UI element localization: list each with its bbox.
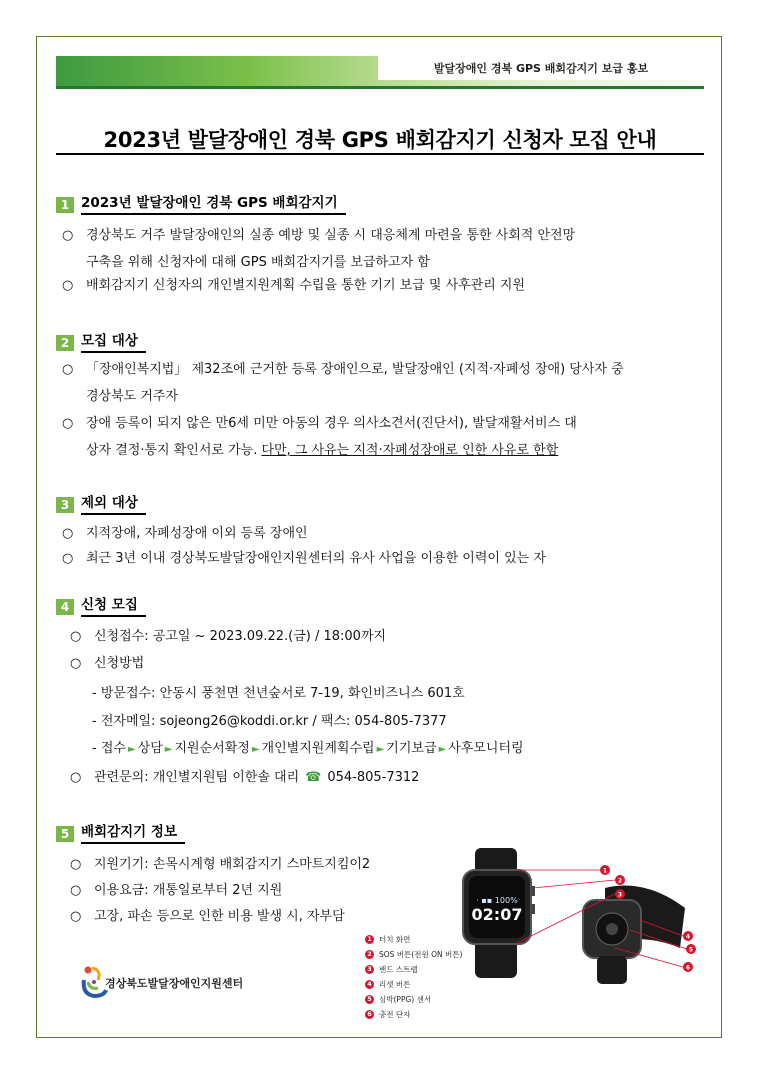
svg-text:1: 1 bbox=[602, 867, 608, 875]
list-item: ○ 관련문의: 개인별지원팀 이한솔 대리 ☎ 054-805-7312 bbox=[70, 764, 720, 791]
section-3-heading bbox=[56, 495, 146, 515]
watch-legend bbox=[365, 932, 462, 1022]
underlined-note: 다만, 그 사유는 지적·자폐성장애로 인한 사유로 한함 bbox=[261, 443, 559, 458]
section-title: 배회감지기 정보 bbox=[81, 824, 185, 844]
email-fax-info: - 전자메일: sojeong26@koddi.or.kr / 팩스: 054-805-7377 bbox=[92, 714, 447, 729]
svg-text:2: 2 bbox=[617, 877, 623, 885]
header-banner bbox=[56, 56, 704, 86]
section-title: 2023년 발달장애인 경북 GPS 배회감지기 bbox=[81, 195, 346, 215]
section-number: 4 bbox=[56, 599, 74, 615]
list-item: ○ 지적장애, 자폐성장애 이외 등록 장애인 bbox=[62, 520, 712, 547]
watch-time: 02:07 bbox=[471, 905, 523, 924]
svg-text:4: 4 bbox=[685, 933, 691, 941]
section-title: 제외 대상 bbox=[81, 495, 146, 515]
arrow-right-icon: ► bbox=[164, 744, 173, 755]
legend-item: 1 터치 화면 bbox=[365, 932, 462, 947]
phone-icon: ☎ bbox=[305, 770, 322, 785]
org-name: 경상북도발달장애인지원센터 bbox=[105, 977, 244, 990]
section-2-heading bbox=[56, 333, 146, 353]
header-rule bbox=[56, 86, 704, 89]
circle-bullet-icon: ○ bbox=[70, 883, 82, 898]
section-title: 모집 대상 bbox=[81, 333, 146, 353]
circle-bullet-icon: ○ bbox=[62, 416, 74, 431]
arrow-right-icon: ► bbox=[376, 744, 385, 755]
svg-text:6: 6 bbox=[685, 964, 691, 972]
visit-info: - 방문접수: 안동시 풍천면 천년숲서로 7-19, 화인비즈니스 601호 bbox=[92, 686, 465, 701]
list-item: ○ 신청방법 bbox=[70, 650, 720, 677]
legend-item: 5 심박(PPG) 센서 bbox=[365, 992, 462, 1007]
section-number: 2 bbox=[56, 335, 74, 351]
list-item: ○ 최근 3년 이내 경상북도발달장애인지원센터의 유사 사업을 이용한 이력이 있는 자 bbox=[62, 545, 712, 572]
section-5-heading bbox=[56, 824, 185, 844]
title-underline bbox=[56, 153, 704, 155]
circle-bullet-icon: ○ bbox=[70, 857, 82, 872]
list-item: ○ 장애 등록이 되지 않은 만6세 미만 아동의 경우 의사소견서(진단서), 발달재활서비스 대 상자 결정·통지 확인서로 가능. 다만, 그 사유는 지적·자폐성장애로 인한 사유로 한함 bbox=[62, 410, 712, 464]
section-number: 3 bbox=[56, 497, 74, 513]
legend-item: 4 리셋 버튼 bbox=[365, 977, 462, 992]
circle-bullet-icon: ○ bbox=[70, 909, 82, 924]
legend-item: 2 SOS 버튼(전원 ON 버튼) bbox=[365, 947, 462, 962]
section-4-heading bbox=[56, 597, 146, 617]
circle-bullet-icon: ○ bbox=[70, 656, 82, 671]
section-1-heading bbox=[56, 195, 346, 215]
section-number: 1 bbox=[56, 197, 74, 213]
svg-text:5: 5 bbox=[688, 946, 694, 954]
page-title: 2023년 발달장애인 경북 GPS 배회감지기 신청자 모집 안내 bbox=[103, 128, 657, 152]
circle-bullet-icon: ○ bbox=[70, 770, 82, 785]
legend-item: 3 밴드 스트랩 bbox=[365, 962, 462, 977]
circle-bullet-icon: ○ bbox=[62, 551, 74, 566]
list-item: ○ 배회감지기 신청자의 개인별지원계획 수립을 통한 기기 보급 및 사후관리 지원 bbox=[62, 272, 712, 299]
circle-bullet-icon: ○ bbox=[62, 228, 74, 243]
circle-bullet-icon: ○ bbox=[70, 629, 82, 644]
arrow-right-icon: ► bbox=[127, 744, 136, 755]
arrow-right-icon: ► bbox=[438, 744, 447, 755]
list-item: ○ 「장애인복지법」 제32조에 근거한 등록 장애인으로, 발달장애인 (지적·자폐성 장애) 당사자 중 경상북도 거주자 bbox=[62, 356, 712, 410]
list-item: ○ 경상북도 거주 발달장애인의 실종 예방 및 실종 시 대응체계 마련을 통한 사회적 안전망 구축을 위해 신청자에 대해 GPS 배회감지기를 보급하고자 함 bbox=[62, 222, 712, 276]
list-item: ○ 이용요금: 개통일로부터 2년 지원 bbox=[70, 877, 450, 904]
svg-text:3: 3 bbox=[617, 891, 623, 899]
legend-item: 6 충전 단자 bbox=[365, 1007, 462, 1022]
header-tag: 발달장애인 경북 GPS 배회감지기 보급 홍보 bbox=[378, 56, 704, 80]
circle-bullet-icon: ○ bbox=[62, 526, 74, 541]
watch-time-label: · ▪▪ 100% bbox=[476, 896, 518, 905]
list-item: ○ 고장, 파손 등으로 인한 비용 발생 시, 자부담 bbox=[70, 903, 450, 930]
arrow-right-icon: ► bbox=[251, 744, 260, 755]
process-steps: - 접수 ► 상담 ► 지원순서확정 ► 개인별지원계획수립 ► 기기보급 ► 사후모니터링 bbox=[92, 741, 524, 756]
list-item: ○ 신청접수: 공고일 ~ 2023.09.22.(금) / 18:00까지 bbox=[70, 623, 720, 650]
section-number: 5 bbox=[56, 826, 74, 842]
section-title: 신청 모집 bbox=[81, 597, 146, 617]
smartwatch-image bbox=[455, 848, 705, 988]
list-item: ○ 지원기기: 손목시계형 배회감지기 스마트지킴이2 bbox=[70, 851, 450, 878]
circle-bullet-icon: ○ bbox=[62, 362, 74, 377]
circle-bullet-icon: ○ bbox=[62, 278, 74, 293]
